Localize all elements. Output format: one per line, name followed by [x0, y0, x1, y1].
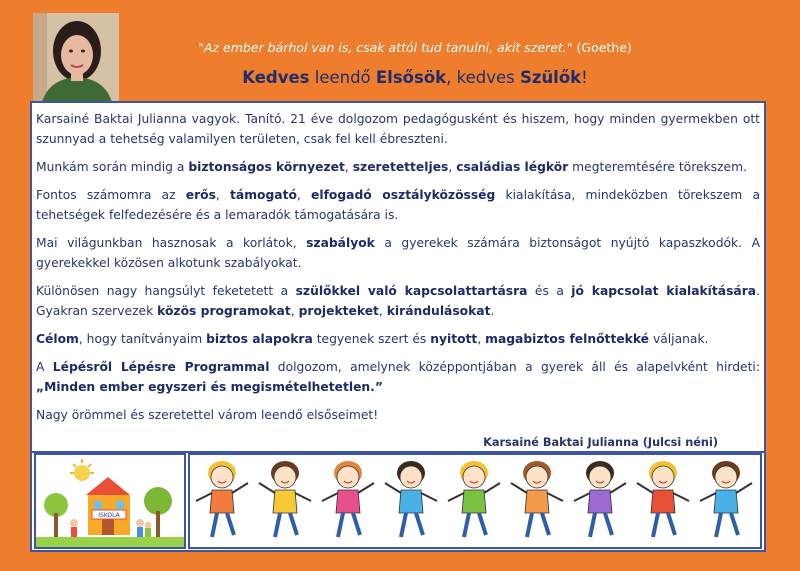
- body-text: Mai világunkban hasznosak a korlátok,: [36, 236, 307, 250]
- content-card: [30, 101, 766, 552]
- body-text: tegyenek szert és: [312, 332, 431, 346]
- body-text: ,: [378, 304, 387, 318]
- emphasis-text: nyitott: [430, 332, 478, 346]
- emphasis-text: magabiztos felnőttekké: [485, 332, 650, 346]
- emphasis-text: Célom: [36, 332, 79, 346]
- child-figure: [637, 461, 689, 537]
- child-figure: [700, 461, 752, 537]
- emphasis-text: szeretetteljes: [352, 160, 449, 174]
- school-illustration: [34, 453, 186, 549]
- emphasis-text: közös programokat: [157, 304, 291, 318]
- emphasis-text: elfogadó osztályközösség: [311, 188, 496, 202]
- school-sign: ISKOLA: [98, 512, 120, 519]
- body-text: Karsainé Baktai Julianna vagyok. Tanító. 21 éve dolgozom pedagógusként és hiszem, hogy minden gyermekben ott szunnyad a tehetség valamilyen területen, csak fel kell ébreszteni.: [36, 112, 760, 146]
- greeting-heading: [150, 68, 680, 87]
- body-text: megteremtésére törekszem.: [568, 160, 747, 174]
- body-text: dolgozom, amelynek középpontjában a gyerek áll és alapelvként hirdeti:: [269, 360, 760, 374]
- portrait-photo: [33, 13, 119, 106]
- body-text: a gyerekek számára biztonságot nyújtó kapaszkodók. A gyerekekkel közösen alkotunk szabályokat.: [36, 236, 760, 270]
- paragraph: [36, 281, 760, 321]
- child-figure: [385, 461, 437, 537]
- paragraph: [36, 357, 760, 397]
- child-figure: [196, 461, 248, 537]
- paragraph: [36, 329, 760, 349]
- body-text: , hogy tanítványaim: [78, 332, 207, 346]
- emphasis-text: szülőkkel való kapcsolattartásra: [295, 284, 528, 298]
- body-text: kialakítása, mindeközben törekszem a tehetségek felfedezésére és a lemaradók támogatására is.: [36, 188, 760, 222]
- greeting-run: , kedves: [446, 68, 520, 87]
- emphasis-text: biztonságos környezet: [188, 160, 345, 174]
- child-figure: [448, 461, 500, 537]
- body-text: Munkám során mindig a: [36, 160, 189, 174]
- greeting-run: Kedves: [242, 68, 310, 87]
- goethe-quote: [150, 40, 680, 55]
- body-text: ,: [290, 304, 299, 318]
- child-figure: [574, 461, 626, 537]
- emphasis-text: családias légkör: [456, 160, 569, 174]
- child-figure: [322, 461, 374, 537]
- child-figure: [511, 461, 563, 537]
- paragraph: [36, 185, 760, 225]
- intro-text: [36, 109, 760, 433]
- children-illustration: [188, 453, 762, 549]
- quote-text: "Az ember bárhol van is, csak attól tud tanulni, akit szeret.": [198, 40, 573, 55]
- body-text: ,: [296, 188, 312, 202]
- body-text: ,: [344, 160, 353, 174]
- emphasis-text: „Minden ember egyszeri és megismételhetetlen.”: [36, 380, 383, 394]
- emphasis-text: szabályok: [306, 236, 375, 250]
- body-text: ,: [215, 188, 231, 202]
- body-text: Nagy örömmel és szeretettel várom leendő elsőseimet!: [36, 408, 379, 422]
- emphasis-text: támogató: [230, 188, 297, 202]
- paragraph: [36, 157, 760, 177]
- paragraph: [36, 233, 760, 273]
- signature: Karsainé Baktai Julianna (Julcsi néni): [483, 436, 718, 449]
- body-text: Fontos számomra az: [36, 188, 186, 202]
- greeting-run: Szülők: [519, 68, 582, 87]
- emphasis-text: projekteket: [298, 304, 379, 318]
- greeting-run: !: [581, 68, 588, 87]
- body-text: ,: [448, 160, 457, 174]
- body-text: és a: [527, 284, 572, 298]
- emphasis-text: jó kapcsolat kialakítására: [571, 284, 757, 298]
- body-text: váljanak.: [649, 332, 709, 346]
- emphasis-text: kirándulásokat: [386, 304, 491, 318]
- child-figure: [259, 461, 311, 537]
- body-text: ,: [477, 332, 486, 346]
- emphasis-text: biztos alapokra: [206, 332, 313, 346]
- body-text: Különösen nagy hangsúlyt feketetett a: [36, 284, 296, 298]
- body-text: . Gyakran szervezek: [36, 284, 760, 318]
- body-text: A: [36, 360, 53, 374]
- paragraph: [36, 109, 760, 149]
- greeting-run: Elsősök: [375, 68, 447, 87]
- quote-author: (Goethe): [576, 40, 632, 55]
- greeting-run: leendő: [309, 68, 376, 87]
- emphasis-text: erős: [185, 188, 216, 202]
- emphasis-text: Lépésről Lépésre Programmal: [52, 360, 270, 374]
- paragraph: [36, 405, 760, 425]
- body-text: .: [490, 304, 495, 318]
